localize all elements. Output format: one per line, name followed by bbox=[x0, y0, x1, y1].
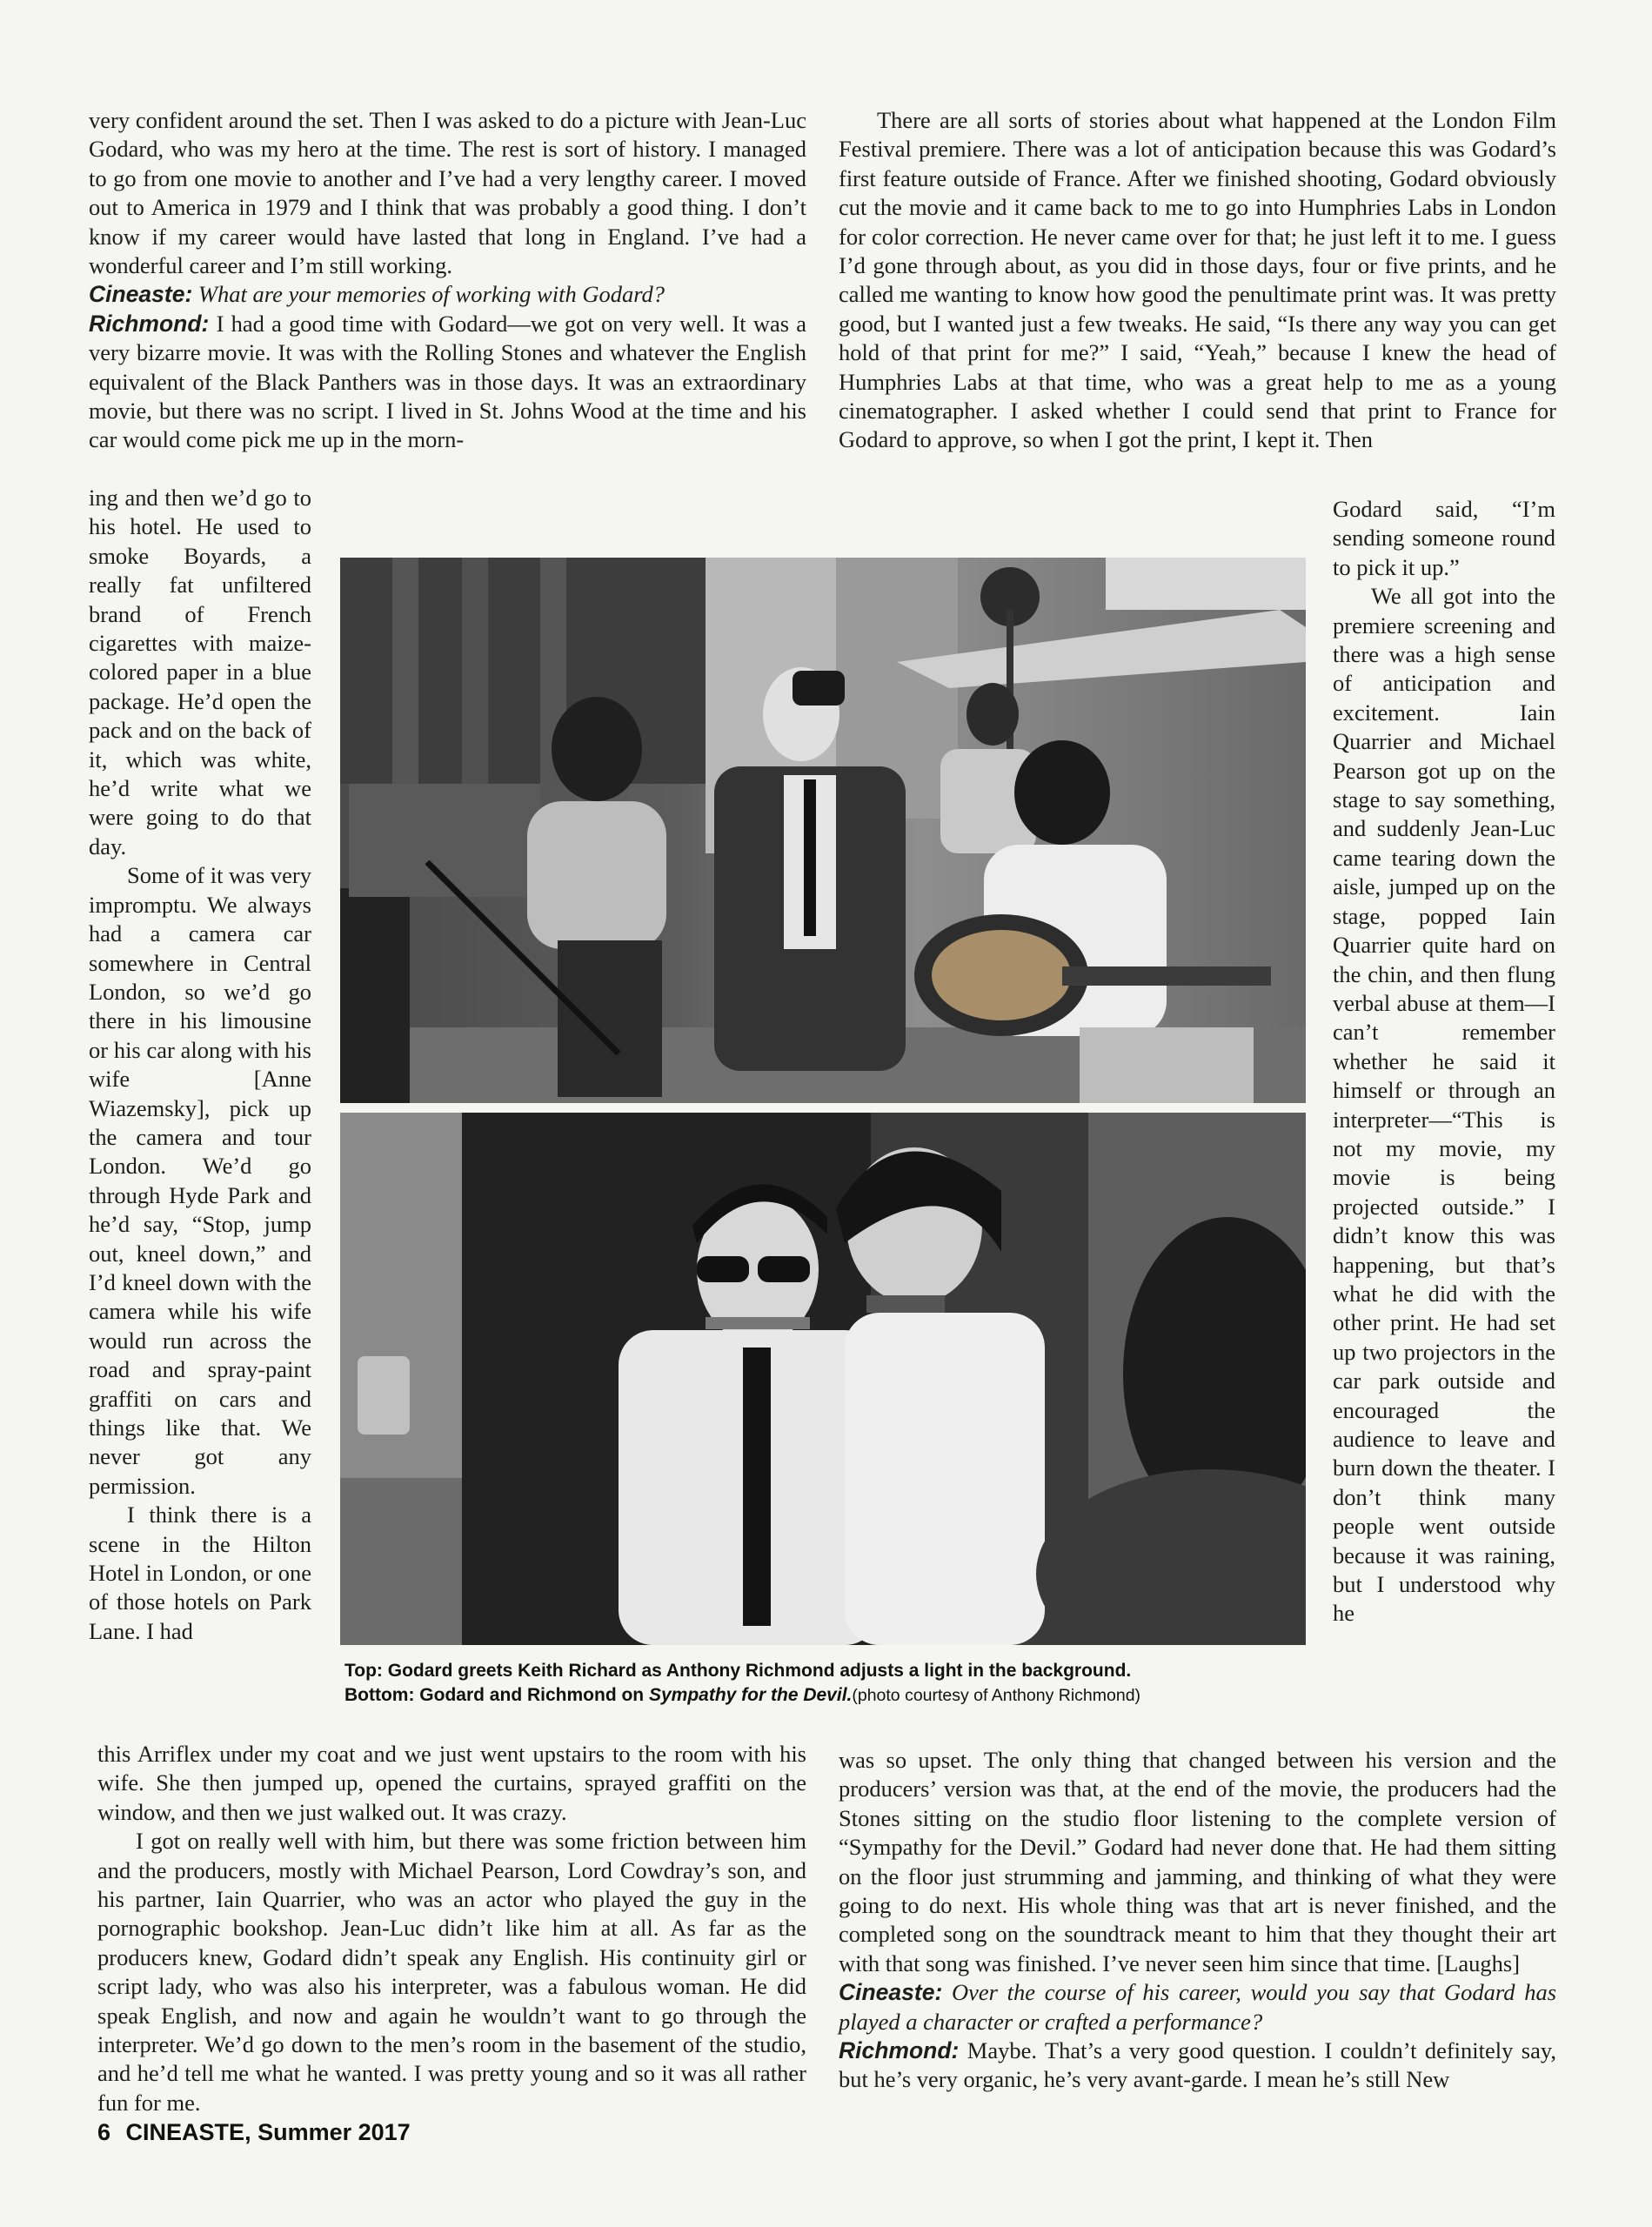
page-number: 6 bbox=[97, 2119, 111, 2145]
paragraph: Godard said, “I’m sending someone round to pick it up.” bbox=[1333, 496, 1555, 580]
photo-top-godard-greets-richard bbox=[340, 558, 1306, 1103]
paragraph: We all got into the premiere screening and there was a high sense of anticipation and excitement. Iain Quarrier and Michael Pearson got up on the stage to say something, and suddenly Jean-Luc came tearing down the aisle, jumped up on the stage, popped Iain Quarrier quite hard on the chin, and then flung verbal abuse at them—I can’t remember whether he said it himself or through an interpreter—“This is not my movie, my movie is being projected outside.” I didn’t know this was happening, but that’s what he did with the other print. He had set up two projectors in the car park outside and encouraged the audience to leave and burn down the theater. I don’t think many people went outside because it was raining, but I understood why he bbox=[1333, 583, 1555, 1627]
photo-illustration bbox=[340, 1113, 1306, 1645]
right-column-top bbox=[839, 106, 1556, 455]
right-column-narrow bbox=[1333, 495, 1555, 1628]
speaker-label: Richmond: bbox=[89, 310, 210, 337]
question-cineaste bbox=[839, 1978, 1556, 2036]
caption-line-2: Bottom: Godard and Richmond on Sympathy for the Devil.(photo courtesy of Anthony Richmond) bbox=[344, 1685, 1141, 1705]
paragraph: Some of it was very impromptu. We always had a camera car somewhere in Central London, so we’d go there in his limousine or his car along with his wife [Anne Wiazemsky], pick up the camera and tour London. We’d go through Hyde Park and he’d say, “Stop, jump out, kneel down,” and I’d kneel down with the camera while his wife would run across the road and spray-paint graffiti on cars and things like that. We never got any permission. bbox=[89, 862, 311, 1499]
answer-richmond bbox=[839, 2036, 1556, 2095]
paragraph: I got on really well with him, but there was some friction between him and the producers, mostly with Michael Pearson, Lord Cowdray’s son, and his partner, Iain Quarrier, who was an actor who played the guy in the pornographic bookshop. Jean-Luc didn’t like him at all. As far as the producers knew, Godard didn’t speak any English. His continuity girl or script lady, who was also his interpreter, was a fabulous woman. He did speak English, and now and again he wouldn’t want to go through the interpreter. We’d go down to the men’s room in the basement of the studio, and he’d tell me what he wanted. I was pretty young and so it was all rather fun for me. bbox=[97, 1828, 806, 2116]
left-column-narrow bbox=[89, 484, 311, 1646]
paragraph: this Arriflex under my coat and we just went upstairs to the room with his wife. She then jumped up, opened the curtains, sprayed graffiti on the window, and then we just walked out. It was crazy. bbox=[97, 1741, 806, 1825]
photo-bottom-godard-and-richmond bbox=[340, 1113, 1306, 1645]
speaker-label: Richmond: bbox=[839, 2037, 960, 2064]
paragraph: There are all sorts of stories about what happened at the London Film Festival premiere. There was a lot of anticipation because this was Godard’s first feature outside of France. After we finished shooting, Godard obviously cut the movie and it came back to me to go into Humphries Labs in London for color correction. He never came over for that; he just left it to me. I guess I’d gone through about, as you did in those days, four or five prints, and he called me wanting to know how good the penultimate print was. It was pretty good, but I wanted just a few tweaks. He said, “Is there any way you can get hold of that print for me?” I said, “Yeah,” because I knew the head of Humphries Labs at that time, who was a great help to me as a young cinematographer. I asked whether I could send that print to France for Godard to approve, so when I got the print, I kept it. Then bbox=[839, 107, 1556, 453]
question-cineaste bbox=[89, 280, 806, 309]
paragraph: was so upset. The only thing that changed between his version and the producers’ version was that, at the end of the movie, the producers had the Stones sitting on the studio floor listening to the complete version of “Sympathy for the Devil.” Godard had never done that. He had them sitting on the floor just strumming and jamming, and thinking of what they were going to do next. His whole thing was that art is never finished, and the completed song on the soundtrack meant to him that they thought their art with that song was finished. I’ve never seen him since that time. [Laughs] bbox=[839, 1747, 1556, 1976]
left-column-bottom bbox=[97, 1740, 806, 2117]
speaker-label: Cineaste: bbox=[839, 1979, 943, 2006]
question-text: Over the course of his career, would you say that Godard has played a character or crafted a performance? bbox=[839, 1979, 1557, 2035]
photo-caption bbox=[344, 1659, 1328, 1708]
left-column-top bbox=[89, 106, 806, 455]
caption-line-1: Top: Godard greets Keith Richard as Anthony Richmond adjusts a light in the background. bbox=[344, 1661, 1132, 1681]
paragraph: ing and then we’d go to his hotel. He used to smoke Boyards, a really fat unfiltered brand of French cigarettes with maize-colored paper in a blue package. He’d open the pack and on the back of it, which was white, he’d write what we were going to do that day. bbox=[89, 485, 311, 859]
magazine-issue: CINEASTE, Summer 2017 bbox=[125, 2119, 411, 2145]
paragraph: I think there is a scene in the Hilton Hotel in London, or one of those hotels on Park Lane. I had bbox=[89, 1501, 311, 1644]
question-text: What are your memories of working with Godard? bbox=[197, 281, 665, 308]
answer-text: I had a good time with Godard—we got on very well. It was a very bizarre movie. It was with the Rolling Stones and whatever the English equivalent of the Black Panthers was in those days. It was an extraordinary movie, but there was no script. I lived in St. Johns Wood at the time and his car would come pick me up in the morn- bbox=[89, 310, 806, 453]
photo-illustration bbox=[340, 558, 1306, 1103]
answer-richmond bbox=[89, 310, 806, 455]
speaker-label: Cineaste: bbox=[89, 281, 193, 308]
page-footer bbox=[97, 2119, 411, 2146]
right-column-bottom bbox=[839, 1746, 1556, 2095]
paragraph: very confident around the set. Then I was asked to do a picture with Jean-Luc Godard, who was my hero at the time. The rest is sort of history. I managed to go from one movie to another and I’ve had a very lengthy career. I moved out to America in 1979 and I think that was probably a good thing. I don’t know if my career would have lasted that long in England. I’ve had a wonderful career and I’m still working. bbox=[89, 107, 806, 279]
answer-text: Maybe. That’s a very good question. I couldn’t definitely say, but he’s very organic, he’s very avant-garde. I mean he’s still New bbox=[839, 2037, 1557, 2093]
